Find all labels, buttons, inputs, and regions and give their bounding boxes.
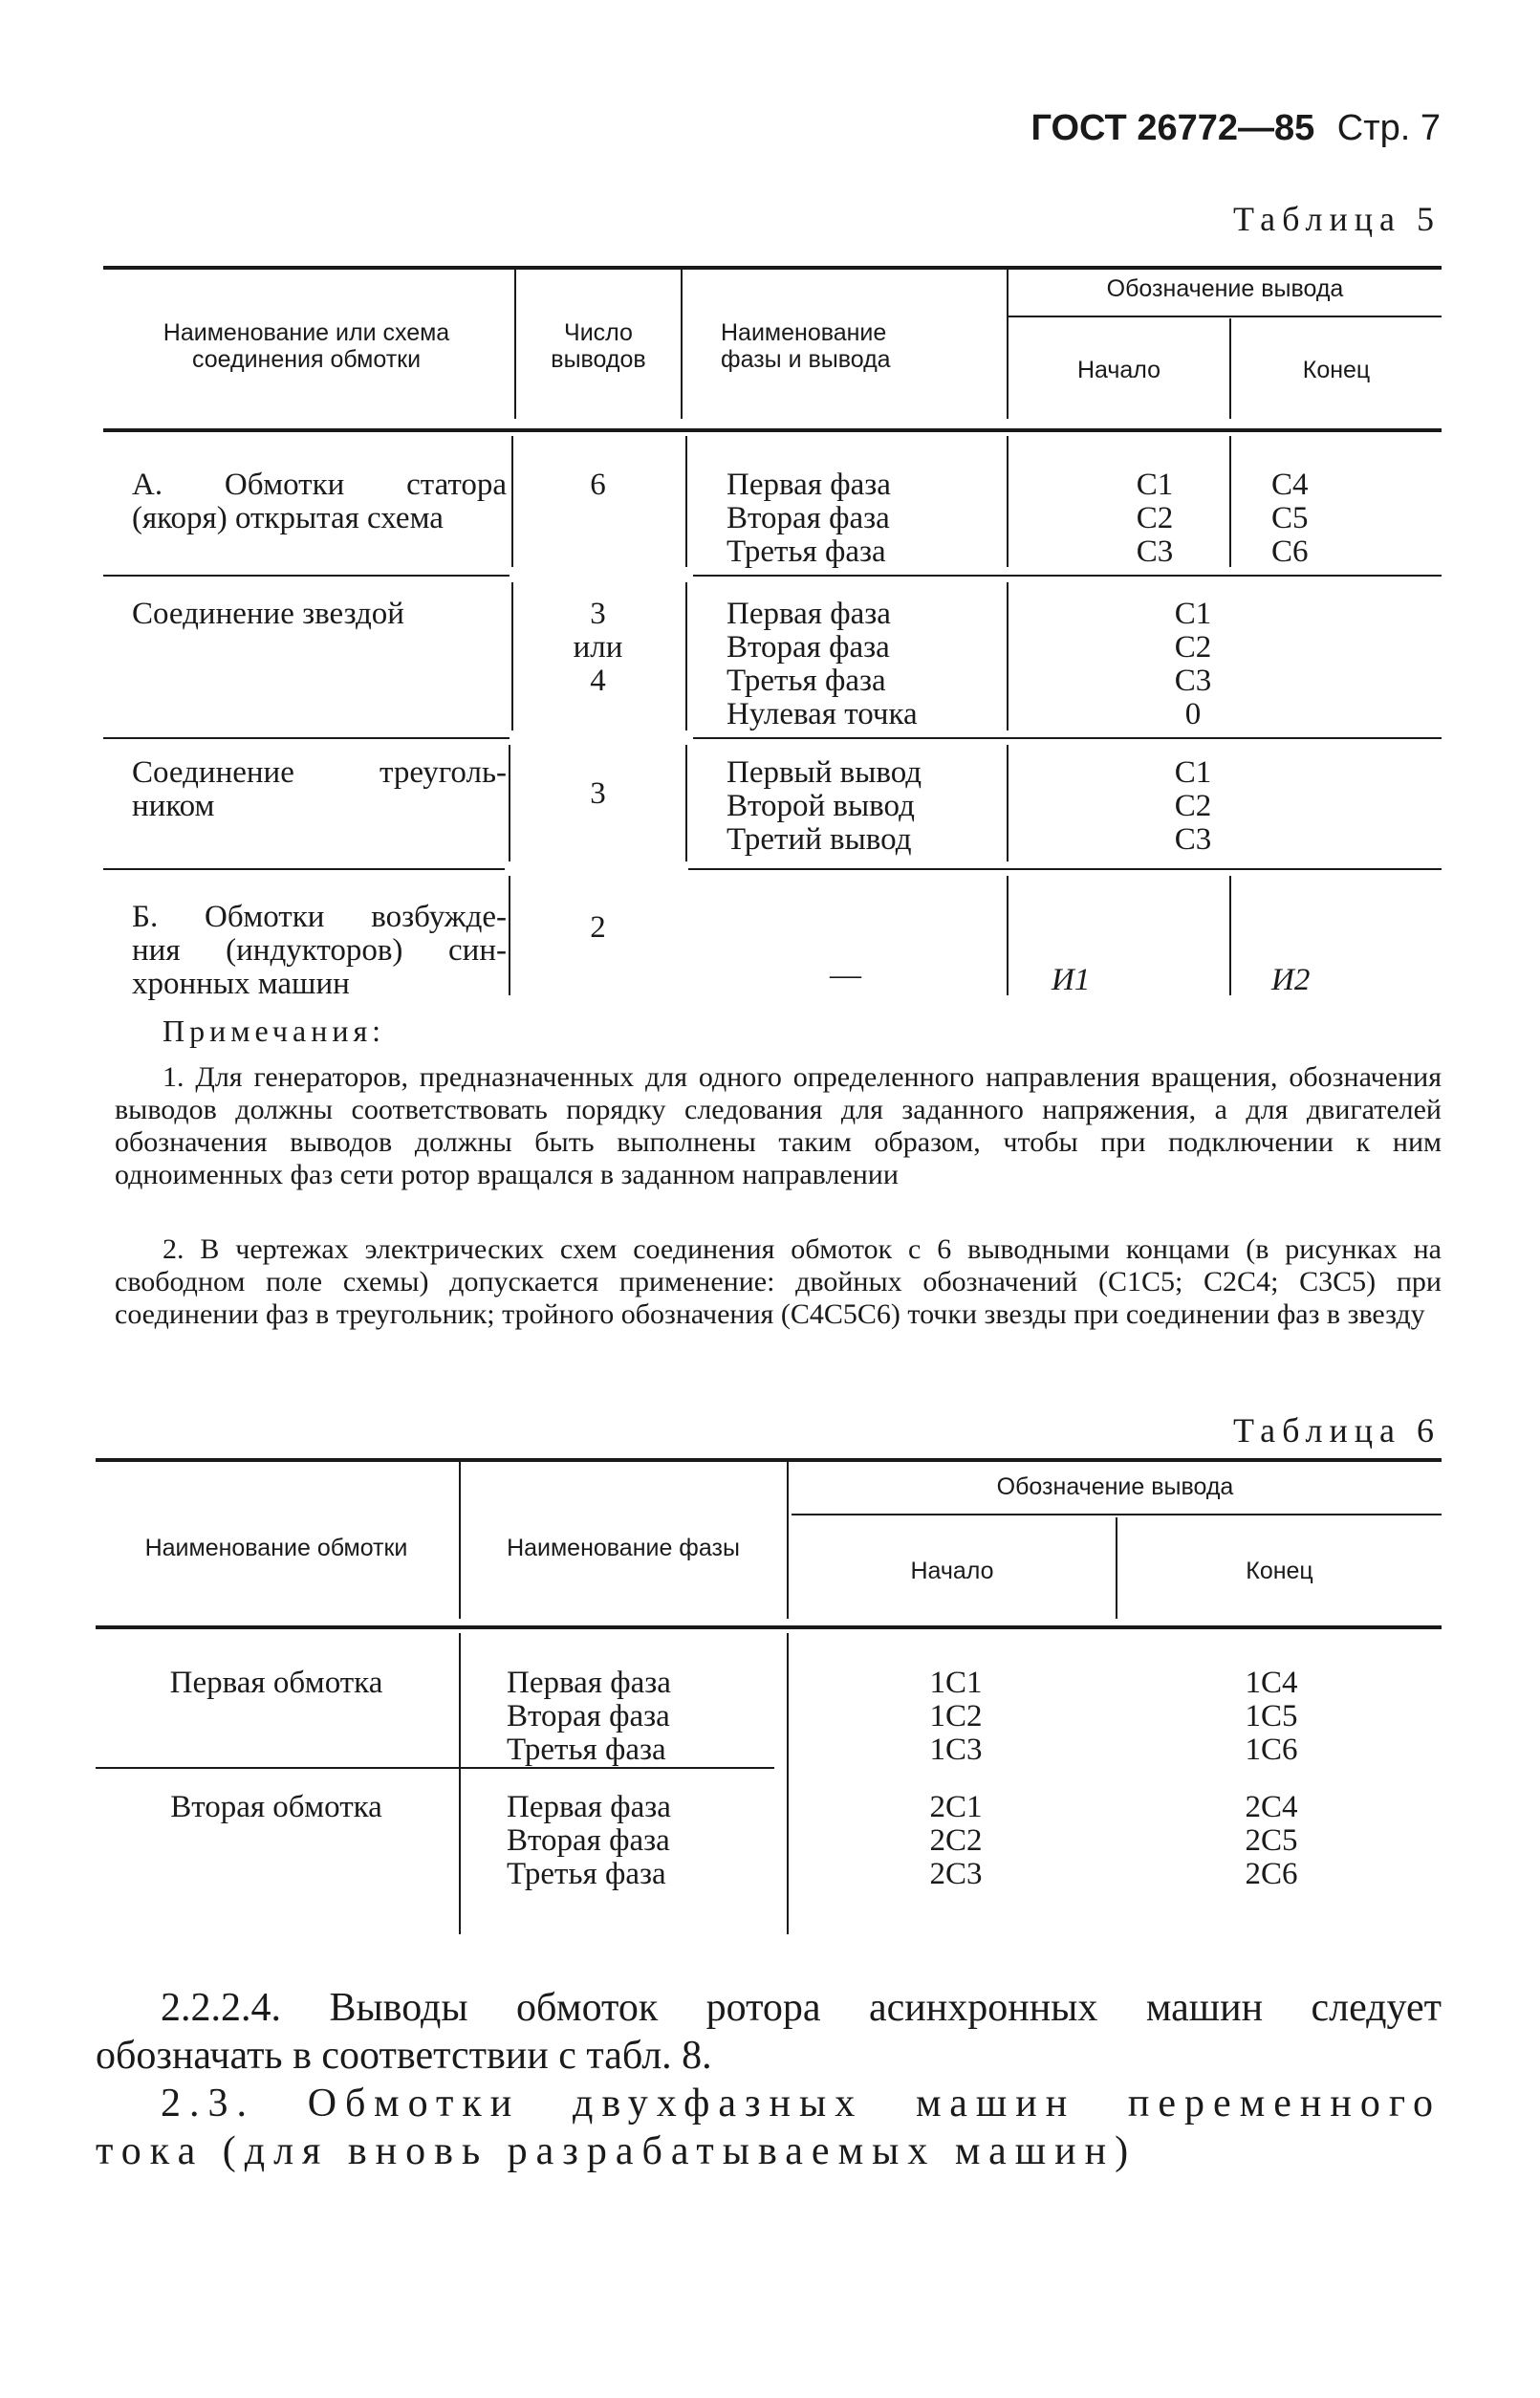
table6-caption: Таблица 6 xyxy=(1233,1411,1441,1450)
t5-row3-name: Соединение треуголь- ником xyxy=(132,755,507,823)
t5-row2-phases: Первая фаза Вторая фаза Третья фаза Нулевая точка xyxy=(727,597,918,731)
t6-header-name: Наименование обмотки xyxy=(144,1535,408,1561)
table5 xyxy=(103,266,1442,1002)
t5-row4-end: И2 xyxy=(1271,963,1311,997)
standard-number: ГОСТ 26772—85 xyxy=(1030,108,1315,148)
t6-header-designation: Обозначение вывода xyxy=(996,1473,1234,1500)
t5-row1-count: 6 xyxy=(590,468,606,502)
table5-caption: Таблица 5 xyxy=(1233,200,1441,238)
t6-row2-start: 2C1 2C2 2C3 xyxy=(929,1790,983,1891)
t6-row2-name: Вторая обмотка xyxy=(170,1790,382,1824)
t5-row3-designations: C1 C2 C3 xyxy=(1174,755,1212,857)
t6-header-end: Конец xyxy=(1246,1558,1313,1584)
note-2: 2. В чертежах электрических схем соединения обмоток с 6 выводными концами (в рисунках на свободном поле схемы) допускается применение: двойных обозначений (C1C5; C2C4; C3C5) при соединении фаз в треугольник; тройного обозначения (C4C5C6) точки звезды при соединении фаз в звезду xyxy=(115,1233,1442,1330)
t5-header-count: Число выводов xyxy=(551,319,646,373)
notes-title: Примечания: xyxy=(163,1014,386,1048)
t5-row4-start: И1 xyxy=(1052,963,1091,997)
t6-row1-start: 1C1 1C2 1C3 xyxy=(929,1666,983,1767)
paragraph-2-2-2-4: 2.2.2.4. Выводы обмоток ротора асинхронных машин следует обозначать в соответствии с табл. 8. xyxy=(96,1986,1442,2078)
t5-header-end: Конец xyxy=(1302,357,1371,383)
page-header xyxy=(1030,107,1441,149)
t6-header-phase: Наименование фазы xyxy=(507,1535,740,1561)
t5-row1-start: C1 C2 C3 xyxy=(1136,468,1174,569)
t6-row1-end: 1C4 1C5 1C6 xyxy=(1245,1666,1298,1767)
t6-row2-end: 2C4 2C5 2C6 xyxy=(1245,1790,1298,1891)
t5-row1-phases: Первая фаза Вторая фаза Третья фаза xyxy=(727,468,891,569)
t5-header-phase: Наименование фазы и вывода xyxy=(721,319,891,373)
note-1: 1. Для генераторов, предназначенных для одного определенного направления вращения, обозначения выводов должны соответствовать порядку следования для заданного напряжения, а для двигателей обозначения выводов должны быть выполнены таким образом, чтобы при подключении к ним одноименных фаз сети ротор вращался в заданном направлении xyxy=(115,1061,1442,1190)
section-2-3-heading: 2.3. Обмотки двухфазных машин переменного тока (для вновь разрабатываемых машин) xyxy=(96,2082,1442,2173)
page-number: Стр. 7 xyxy=(1336,108,1441,148)
t5-row4-count: 2 xyxy=(590,910,606,945)
t5-row3-count: 3 xyxy=(590,776,606,811)
t5-header-name: Наименование или схема соединения обмотки xyxy=(163,319,450,373)
table6 xyxy=(96,1458,1442,1936)
t6-row2-phases: Первая фаза Вторая фаза Третья фаза xyxy=(507,1790,671,1891)
t5-header-start: Начало xyxy=(1076,357,1161,383)
t5-row1-end: C4 C5 C6 xyxy=(1271,468,1309,569)
t5-row1-name: А. Обмотки статора (якоря) открытая схема xyxy=(132,468,507,535)
t5-row4-phase: — xyxy=(830,958,861,992)
t6-row1-phases: Первая фаза Вторая фаза Третья фаза xyxy=(507,1666,671,1767)
t6-row1-name: Первая обмотка xyxy=(169,1666,383,1700)
t5-row2-count: 3 или 4 xyxy=(573,597,623,698)
t6-header-start: Начало xyxy=(910,1558,994,1584)
t5-row3-phases: Первый вывод Второй вывод Третий вывод xyxy=(727,755,922,857)
t5-header-designation: Обозначение вывода xyxy=(1106,275,1344,302)
t5-row2-name: Соединение звездой xyxy=(132,597,404,631)
t5-row2-designations: C1 C2 C3 0 xyxy=(1174,597,1212,731)
t5-row4-name: Б. Обмотки возбужде- ния (индукторов) син- хронных машин xyxy=(132,900,507,1001)
